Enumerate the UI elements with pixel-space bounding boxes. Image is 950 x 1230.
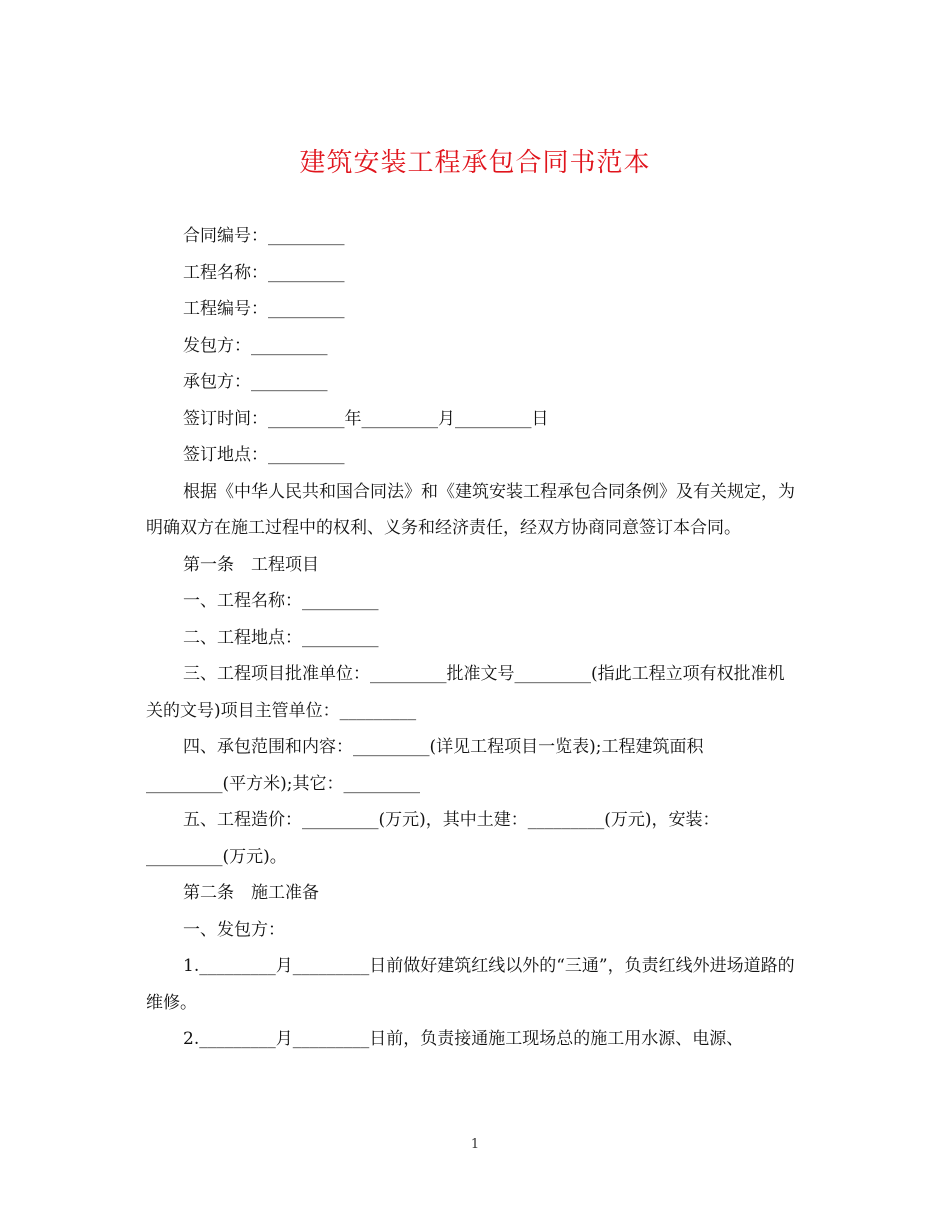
item-1: 1._________月_________日前做好建筑红线以外的“三通”，负责红线外进场道路的维修。: [146, 956, 795, 1013]
clause-project-name: 一、工程名称：_________: [183, 591, 379, 611]
clause-scope: 四、承包范围和内容：_________(详见工程项目一览表);工程建筑面积_________(平方米);其它：_________: [146, 737, 704, 794]
signing-date-field: 签订时间：_________年_________月_________日: [183, 408, 549, 429]
signing-place-field: 签订地点：_________: [183, 445, 345, 465]
employer-field: 发包方：_________: [183, 335, 328, 356]
project-name-field: 工程名称：_________: [183, 262, 345, 283]
clause-approval-unit: 三、工程项目批准单位：_________批准文号_________(指此工程立项有权批准机关的文号)项目主管单位：_________: [146, 664, 785, 721]
project-number-field: 工程编号：_________: [183, 299, 345, 319]
document-title: 建筑安装工程承包合同书范本: [299, 148, 651, 178]
clause-cost: 五、工程造价：_________(万元)，其中土建：_________(万元)，安装：_________(万元)。: [146, 810, 720, 867]
clause-employer: 一、发包方：: [183, 919, 285, 940]
item-2: 2._________月_________日前，负责接通施工现场总的施工用水源、电源、: [183, 1029, 744, 1049]
page-number: 1: [470, 1137, 480, 1152]
article-2-heading: 第二条 施工准备: [183, 883, 319, 903]
contractor-field: 承包方：_________: [183, 372, 328, 392]
article-1-heading: 第一条 工程项目: [183, 554, 319, 575]
contract-number-field: 合同编号：_________: [183, 226, 345, 246]
clause-project-location: 二、工程地点：_________: [183, 627, 379, 648]
document-body: [146, 218, 800, 1058]
preamble-paragraph: 根据《中华人民共和国合同法》和《建筑安装工程承包合同条例》及有关规定，为明确双方在施工过程中的权利、义务和经济责任，经双方协商同意签订本合同。: [146, 481, 795, 538]
